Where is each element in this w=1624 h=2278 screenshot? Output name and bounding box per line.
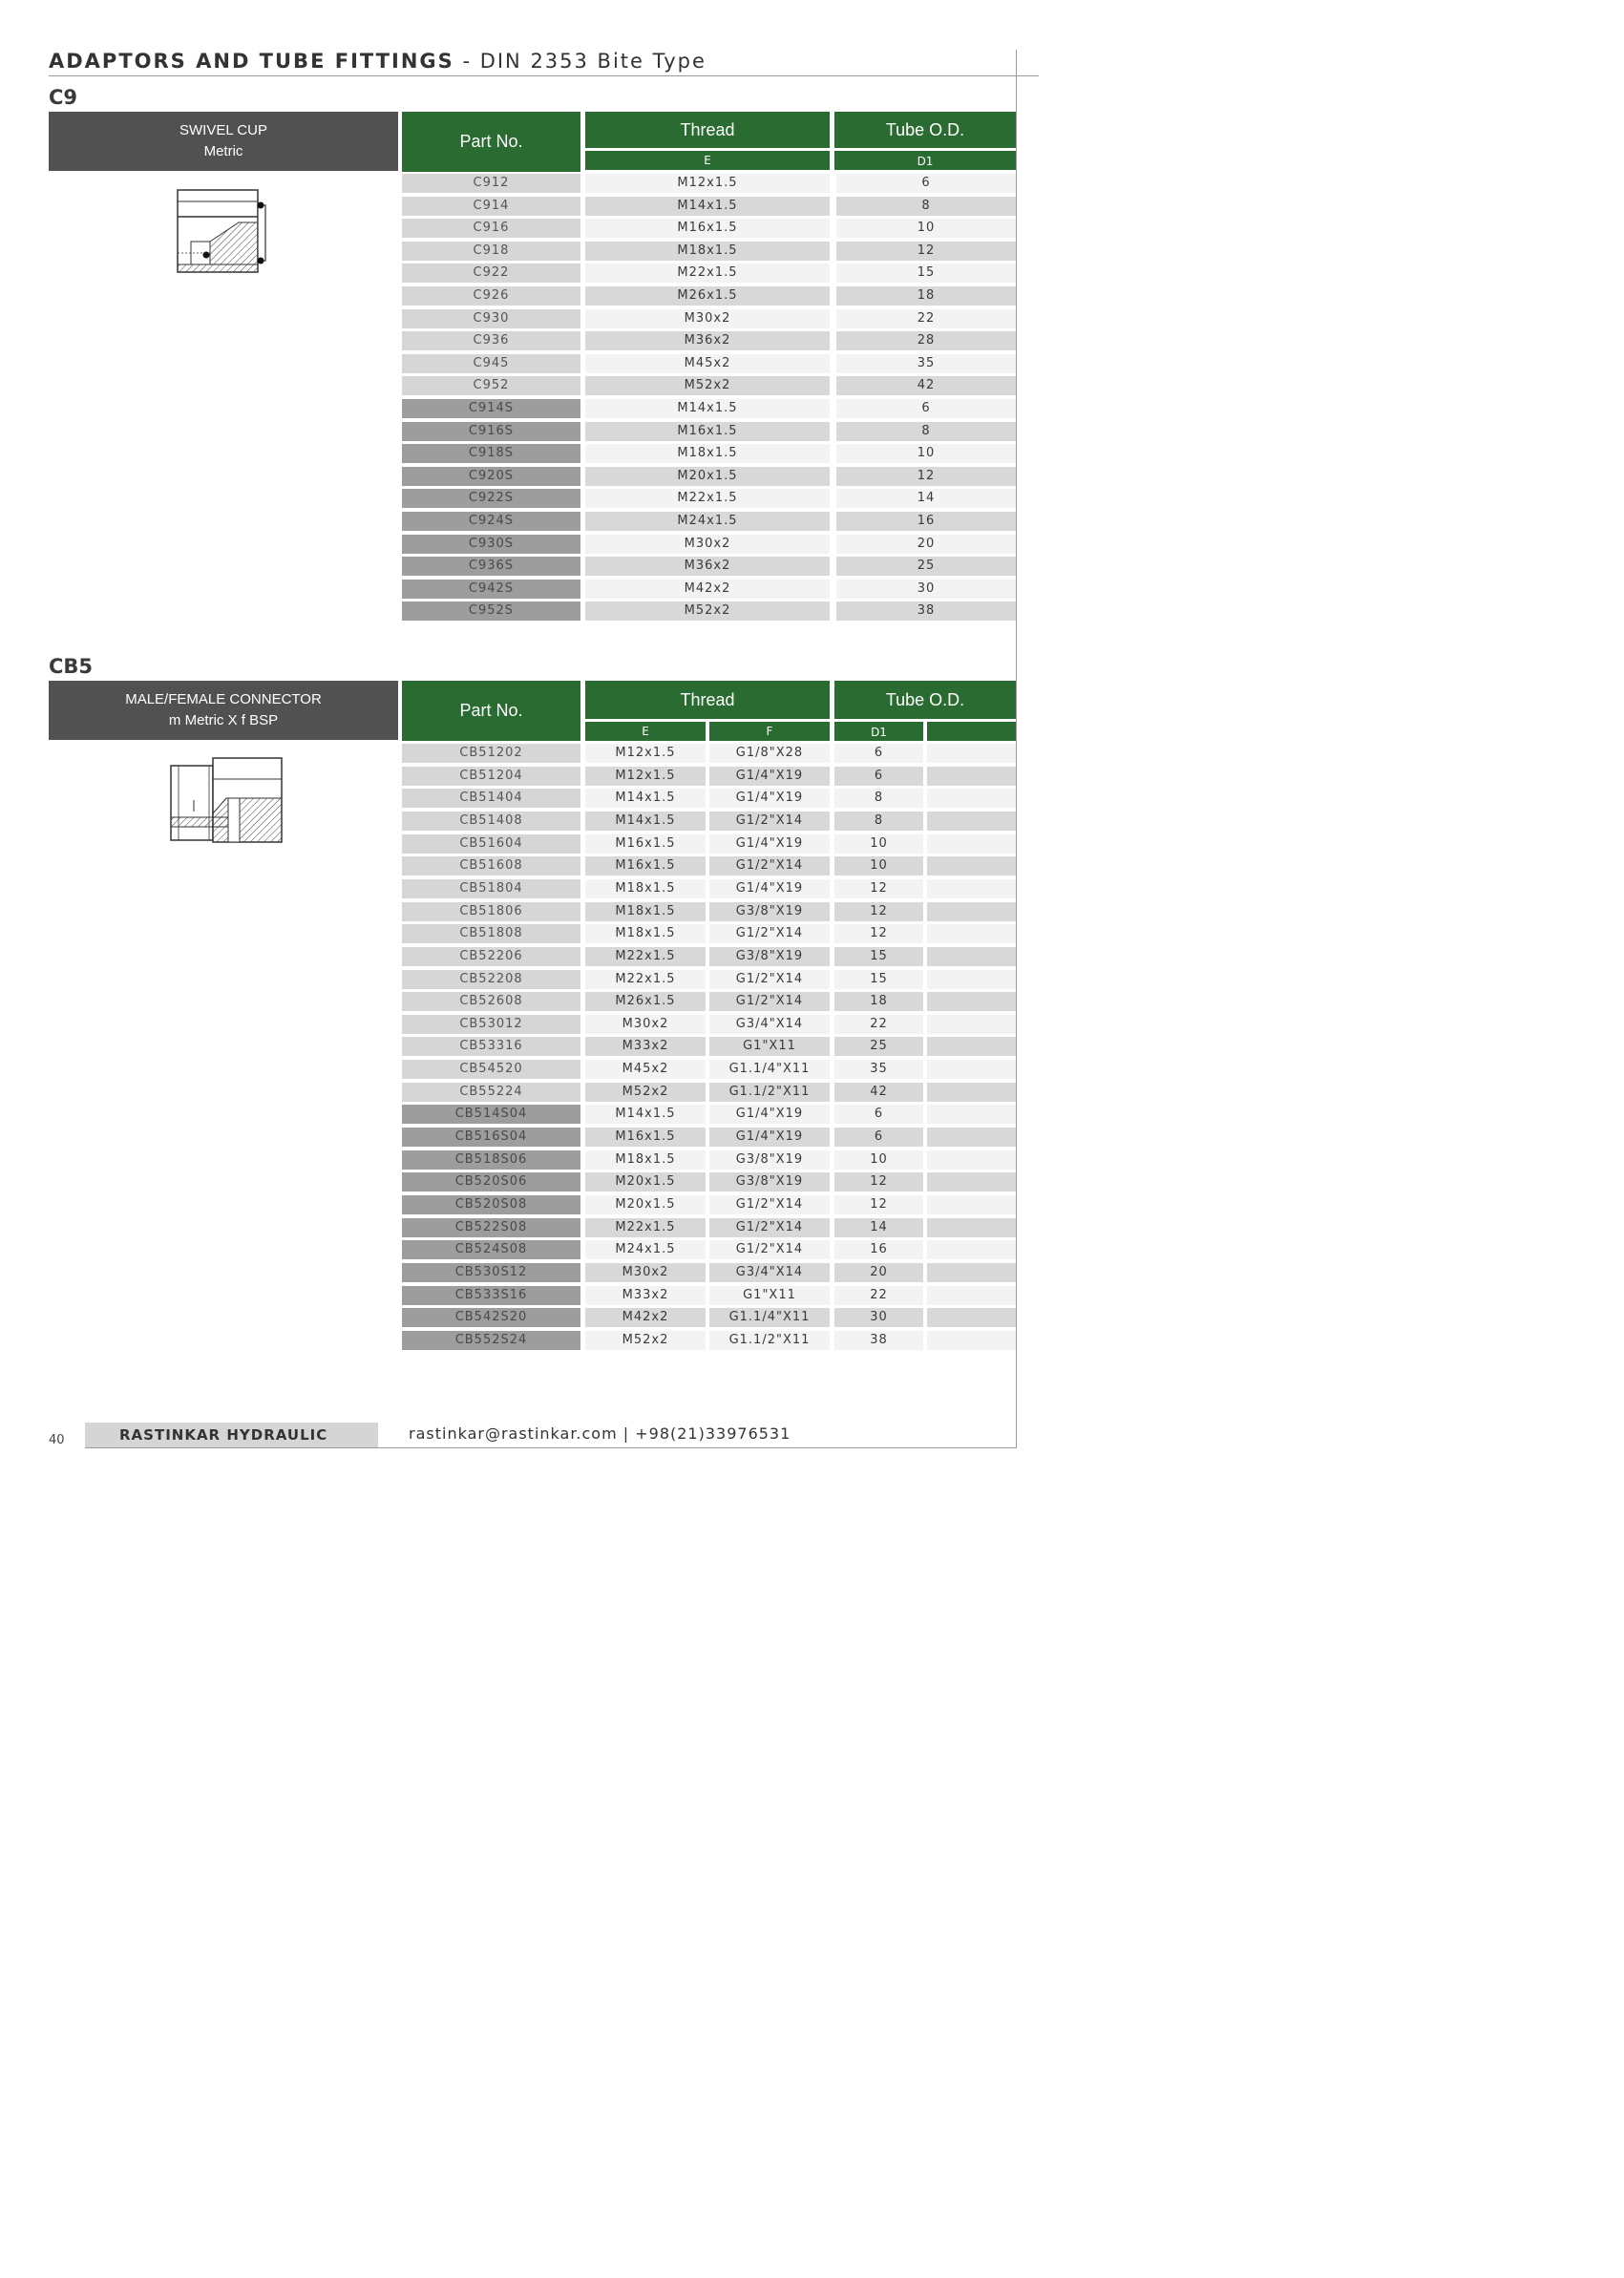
table-cell-thread-f: G1/4"X19 xyxy=(709,1128,830,1147)
table-cell-thread-e: M12x1.5 xyxy=(585,174,830,193)
table-cell-thread-e: M16x1.5 xyxy=(585,422,830,441)
table-cell-d1: 35 xyxy=(836,354,1016,373)
c9-d1-subheader: D1 xyxy=(834,151,1016,170)
table-cell-d1: 12 xyxy=(834,924,923,943)
table-cell-d1: 42 xyxy=(836,376,1016,395)
table-cell-d1: 6 xyxy=(834,767,923,786)
table-cell-part: C936 xyxy=(402,331,580,350)
table-cell-part: C914 xyxy=(402,197,580,216)
table-cell-thread-f: G1"X11 xyxy=(709,1037,830,1056)
table-cell-part: C952 xyxy=(402,376,580,395)
table-cell-empty xyxy=(927,1037,1016,1056)
table-cell-d1: 18 xyxy=(836,286,1016,306)
table-cell-thread-f: G3/8"X19 xyxy=(709,902,830,921)
table-cell-part: CB522S08 xyxy=(402,1218,580,1237)
table-cell-thread-e: M14x1.5 xyxy=(585,812,706,831)
table-cell-empty xyxy=(927,924,1016,943)
table-cell-d1: 10 xyxy=(834,834,923,854)
table-cell-thread-f: G1/8"X28 xyxy=(709,744,830,763)
table-cell-d1: 38 xyxy=(836,601,1016,621)
table-cell-thread-e: M22x1.5 xyxy=(585,1218,706,1237)
table-cell-d1: 12 xyxy=(834,879,923,898)
table-cell-thread-e: M24x1.5 xyxy=(585,1240,706,1259)
table-cell-thread-f: G1/2"X14 xyxy=(709,924,830,943)
table-cell-empty xyxy=(927,856,1016,875)
table-cell-thread-f: G1/2"X14 xyxy=(709,1218,830,1237)
table-cell-part: CB533S16 xyxy=(402,1286,580,1305)
table-cell-part: C952S xyxy=(402,601,580,621)
table-cell-d1: 22 xyxy=(834,1015,923,1034)
table-cell-empty xyxy=(927,834,1016,854)
title-divider xyxy=(49,75,1039,76)
cb5-part-header: Part No. xyxy=(402,681,580,741)
table-cell-thread-e: M18x1.5 xyxy=(585,879,706,898)
table-cell-part: CB53316 xyxy=(402,1037,580,1056)
c9-e-subheader: E xyxy=(585,151,830,170)
table-cell-part: CB52208 xyxy=(402,970,580,989)
table-cell-d1: 6 xyxy=(834,1105,923,1124)
table-cell-part: CB52608 xyxy=(402,992,580,1011)
table-cell-part: CB520S08 xyxy=(402,1195,580,1214)
table-cell-part: CB530S12 xyxy=(402,1263,580,1282)
table-cell-d1: 10 xyxy=(836,219,1016,238)
table-cell-thread-e: M52x2 xyxy=(585,376,830,395)
table-cell-thread-e: M14x1.5 xyxy=(585,197,830,216)
page-number: 40 xyxy=(49,1433,65,1447)
table-cell-part: CB55224 xyxy=(402,1083,580,1102)
table-cell-part: CB51204 xyxy=(402,767,580,786)
table-cell-thread-e: M16x1.5 xyxy=(585,834,706,854)
table-cell-d1: 8 xyxy=(836,197,1016,216)
table-cell-part: C942S xyxy=(402,580,580,599)
table-cell-part: C912 xyxy=(402,174,580,193)
table-cell-part: CB524S08 xyxy=(402,1240,580,1259)
table-cell-thread-e: M14x1.5 xyxy=(585,1105,706,1124)
table-cell-empty xyxy=(927,879,1016,898)
table-cell-thread-e: M42x2 xyxy=(585,1308,706,1327)
table-cell-empty xyxy=(927,1263,1016,1282)
table-cell-d1: 15 xyxy=(836,264,1016,283)
table-cell-thread-e: M12x1.5 xyxy=(585,744,706,763)
table-cell-thread-e: M20x1.5 xyxy=(585,467,830,486)
table-cell-empty xyxy=(927,1015,1016,1034)
table-cell-thread-e: M33x2 xyxy=(585,1037,706,1056)
table-cell-d1: 30 xyxy=(836,580,1016,599)
page-title xyxy=(49,50,707,73)
table-cell-thread-e: M18x1.5 xyxy=(585,902,706,921)
table-cell-part: CB51202 xyxy=(402,744,580,763)
table-cell-empty xyxy=(927,1331,1016,1350)
table-cell-thread-e: M36x2 xyxy=(585,331,830,350)
table-cell-d1: 6 xyxy=(836,399,1016,418)
table-cell-part: C916 xyxy=(402,219,580,238)
table-cell-empty xyxy=(927,947,1016,966)
table-cell-d1: 12 xyxy=(836,242,1016,261)
table-cell-thread-e: M30x2 xyxy=(585,535,830,554)
table-cell-thread-f: G3/8"X19 xyxy=(709,1150,830,1170)
cb5-d1-subheader: D1 xyxy=(834,722,923,741)
table-cell-part: CB51604 xyxy=(402,834,580,854)
table-cell-part: CB51804 xyxy=(402,879,580,898)
table-cell-d1: 8 xyxy=(834,812,923,831)
table-cell-thread-e: M18x1.5 xyxy=(585,444,830,463)
table-cell-thread-f: G1"X11 xyxy=(709,1286,830,1305)
table-cell-thread-e: M22x1.5 xyxy=(585,970,706,989)
cb5-label-box xyxy=(49,681,398,740)
table-cell-empty xyxy=(927,992,1016,1011)
table-cell-part: C930S xyxy=(402,535,580,554)
table-cell-thread-e: M42x2 xyxy=(585,580,830,599)
table-cell-part: CB518S06 xyxy=(402,1150,580,1170)
table-cell-empty xyxy=(927,1060,1016,1079)
table-cell-thread-e: M18x1.5 xyxy=(585,924,706,943)
table-cell-thread-f: G1/4"X19 xyxy=(709,789,830,808)
table-cell-d1: 12 xyxy=(834,1172,923,1192)
c9-tube-header: Tube O.D. xyxy=(834,112,1016,148)
table-cell-thread-e: M26x1.5 xyxy=(585,286,830,306)
table-cell-empty xyxy=(927,970,1016,989)
table-cell-empty xyxy=(927,1240,1016,1259)
table-cell-d1: 30 xyxy=(834,1308,923,1327)
table-cell-thread-e: M52x2 xyxy=(585,1331,706,1350)
table-cell-thread-f: G1/4"X19 xyxy=(709,834,830,854)
table-cell-part: C924S xyxy=(402,512,580,531)
table-cell-empty xyxy=(927,789,1016,808)
c9-label-line2: Metric xyxy=(203,143,243,159)
table-cell-thread-e: M52x2 xyxy=(585,1083,706,1102)
table-cell-d1: 22 xyxy=(836,309,1016,328)
table-cell-thread-e: M18x1.5 xyxy=(585,242,830,261)
table-cell-thread-f: G1/2"X14 xyxy=(709,1195,830,1214)
table-cell-d1: 8 xyxy=(836,422,1016,441)
table-cell-thread-e: M30x2 xyxy=(585,309,830,328)
table-cell-part: CB51404 xyxy=(402,789,580,808)
table-cell-thread-e: M24x1.5 xyxy=(585,512,830,531)
table-cell-d1: 6 xyxy=(834,744,923,763)
table-cell-d1: 42 xyxy=(834,1083,923,1102)
table-cell-empty xyxy=(927,744,1016,763)
table-cell-thread-f: G1/2"X14 xyxy=(709,970,830,989)
table-cell-thread-e: M22x1.5 xyxy=(585,264,830,283)
table-cell-thread-e: M36x2 xyxy=(585,557,830,576)
male-female-connector-drawing xyxy=(167,756,286,847)
table-cell-part: CB542S20 xyxy=(402,1308,580,1327)
table-cell-part: C930 xyxy=(402,309,580,328)
table-cell-d1: 10 xyxy=(836,444,1016,463)
cb5-section-code: CB5 xyxy=(49,655,94,678)
table-cell-thread-f: G1/4"X19 xyxy=(709,1105,830,1124)
table-cell-thread-f: G3/4"X14 xyxy=(709,1263,830,1282)
table-cell-thread-e: M45x2 xyxy=(585,354,830,373)
table-cell-empty xyxy=(927,1128,1016,1147)
cb5-tube-header: Tube O.D. xyxy=(834,681,1016,719)
table-cell-d1: 15 xyxy=(834,947,923,966)
table-cell-d1: 28 xyxy=(836,331,1016,350)
table-cell-thread-f: G1.1/4"X11 xyxy=(709,1060,830,1079)
table-cell-thread-e: M16x1.5 xyxy=(585,856,706,875)
c9-label-line1: SWIVEL CUP xyxy=(179,122,267,138)
c9-label-box xyxy=(49,112,398,171)
table-cell-d1: 12 xyxy=(836,467,1016,486)
table-cell-thread-e: M26x1.5 xyxy=(585,992,706,1011)
table-cell-thread-f: G3/8"X19 xyxy=(709,947,830,966)
table-cell-d1: 14 xyxy=(834,1218,923,1237)
table-cell-thread-e: M20x1.5 xyxy=(585,1172,706,1192)
table-cell-d1: 12 xyxy=(834,1195,923,1214)
table-cell-d1: 18 xyxy=(834,992,923,1011)
table-cell-part: C922S xyxy=(402,489,580,508)
table-cell-d1: 25 xyxy=(836,557,1016,576)
table-cell-part: C936S xyxy=(402,557,580,576)
table-cell-empty xyxy=(927,1172,1016,1192)
table-cell-part: CB516S04 xyxy=(402,1128,580,1147)
table-cell-d1: 16 xyxy=(834,1240,923,1259)
table-cell-empty xyxy=(927,902,1016,921)
table-cell-empty xyxy=(927,1105,1016,1124)
table-cell-d1: 14 xyxy=(836,489,1016,508)
page-title-main: ADAPTORS AND TUBE FITTINGS xyxy=(49,50,454,73)
table-cell-part: C916S xyxy=(402,422,580,441)
table-cell-thread-f: G1/2"X14 xyxy=(709,812,830,831)
table-cell-empty xyxy=(927,1150,1016,1170)
table-cell-part: CB54520 xyxy=(402,1060,580,1079)
table-cell-part: C918S xyxy=(402,444,580,463)
table-cell-d1: 12 xyxy=(834,902,923,921)
table-cell-d1: 25 xyxy=(834,1037,923,1056)
table-cell-d1: 38 xyxy=(834,1331,923,1350)
table-cell-thread-e: M52x2 xyxy=(585,601,830,621)
page-right-border xyxy=(1016,50,1017,1448)
table-cell-part: CB53012 xyxy=(402,1015,580,1034)
table-cell-d1: 15 xyxy=(834,970,923,989)
table-cell-thread-e: M22x1.5 xyxy=(585,489,830,508)
table-cell-thread-f: G3/8"X19 xyxy=(709,1172,830,1192)
table-cell-d1: 22 xyxy=(834,1286,923,1305)
table-cell-part: CB51808 xyxy=(402,924,580,943)
table-cell-thread-e: M16x1.5 xyxy=(585,219,830,238)
table-cell-d1: 16 xyxy=(836,512,1016,531)
table-cell-thread-e: M14x1.5 xyxy=(585,399,830,418)
table-cell-empty xyxy=(927,767,1016,786)
table-cell-thread-e: M33x2 xyxy=(585,1286,706,1305)
table-cell-part: CB51806 xyxy=(402,902,580,921)
table-cell-thread-e: M12x1.5 xyxy=(585,767,706,786)
table-cell-d1: 6 xyxy=(834,1128,923,1147)
table-cell-thread-f: G1.1/2"X11 xyxy=(709,1331,830,1350)
cb5-e-subheader: E xyxy=(585,722,706,741)
table-cell-thread-e: M30x2 xyxy=(585,1015,706,1034)
table-cell-part: CB51608 xyxy=(402,856,580,875)
table-cell-part: CB52206 xyxy=(402,947,580,966)
table-cell-thread-e: M30x2 xyxy=(585,1263,706,1282)
table-cell-empty xyxy=(927,1308,1016,1327)
table-cell-thread-e: M18x1.5 xyxy=(585,1150,706,1170)
table-cell-part: C918 xyxy=(402,242,580,261)
table-cell-part: CB51408 xyxy=(402,812,580,831)
table-cell-thread-f: G1/2"X14 xyxy=(709,1240,830,1259)
cb5-label-line2: m Metric X f BSP xyxy=(168,712,279,728)
c9-part-header: Part No. xyxy=(402,112,580,172)
footer-divider xyxy=(85,1447,1017,1448)
table-cell-part: C920S xyxy=(402,467,580,486)
contact-info: rastinkar@rastinkar.com | +98(21)33976531 xyxy=(409,1424,791,1443)
table-cell-part: C914S xyxy=(402,399,580,418)
table-cell-part: CB514S04 xyxy=(402,1105,580,1124)
table-cell-thread-f: G1.1/4"X11 xyxy=(709,1308,830,1327)
cb5-label-line1: MALE/FEMALE CONNECTOR xyxy=(125,691,322,707)
table-cell-d1: 8 xyxy=(834,789,923,808)
table-cell-part: C922 xyxy=(402,264,580,283)
table-cell-thread-e: M14x1.5 xyxy=(585,789,706,808)
cb5-thread-header: Thread xyxy=(585,681,830,719)
table-cell-thread-f: G1/2"X14 xyxy=(709,992,830,1011)
c9-thread-header: Thread xyxy=(585,112,830,148)
table-cell-empty xyxy=(927,1286,1016,1305)
table-cell-thread-f: G1.1/2"X11 xyxy=(709,1083,830,1102)
table-cell-part: C945 xyxy=(402,354,580,373)
table-cell-part: CB520S06 xyxy=(402,1172,580,1192)
table-cell-d1: 6 xyxy=(836,174,1016,193)
table-cell-thread-f: G1/4"X19 xyxy=(709,879,830,898)
table-cell-d1: 35 xyxy=(834,1060,923,1079)
table-cell-empty xyxy=(927,1195,1016,1214)
table-cell-thread-e: M22x1.5 xyxy=(585,947,706,966)
table-cell-thread-e: M16x1.5 xyxy=(585,1128,706,1147)
table-cell-thread-e: M45x2 xyxy=(585,1060,706,1079)
company-name: RASTINKAR HYDRAULIC xyxy=(85,1423,378,1447)
table-cell-thread-f: G1/4"X19 xyxy=(709,767,830,786)
table-cell-d1: 20 xyxy=(836,535,1016,554)
table-cell-thread-f: G1/2"X14 xyxy=(709,856,830,875)
cb5-f-subheader: F xyxy=(709,722,830,741)
table-cell-thread-f: G3/4"X14 xyxy=(709,1015,830,1034)
table-cell-thread-e: M20x1.5 xyxy=(585,1195,706,1214)
table-cell-part: CB552S24 xyxy=(402,1331,580,1350)
c9-section-code: C9 xyxy=(49,86,78,109)
cb5-extra-subheader xyxy=(927,722,1016,741)
table-cell-part: C926 xyxy=(402,286,580,306)
table-cell-d1: 10 xyxy=(834,1150,923,1170)
table-cell-empty xyxy=(927,1218,1016,1237)
table-cell-d1: 20 xyxy=(834,1263,923,1282)
swivel-cup-drawing xyxy=(172,184,277,280)
page-title-sub: - DIN 2353 Bite Type xyxy=(453,50,707,73)
table-cell-empty xyxy=(927,812,1016,831)
table-cell-d1: 10 xyxy=(834,856,923,875)
table-cell-empty xyxy=(927,1083,1016,1102)
